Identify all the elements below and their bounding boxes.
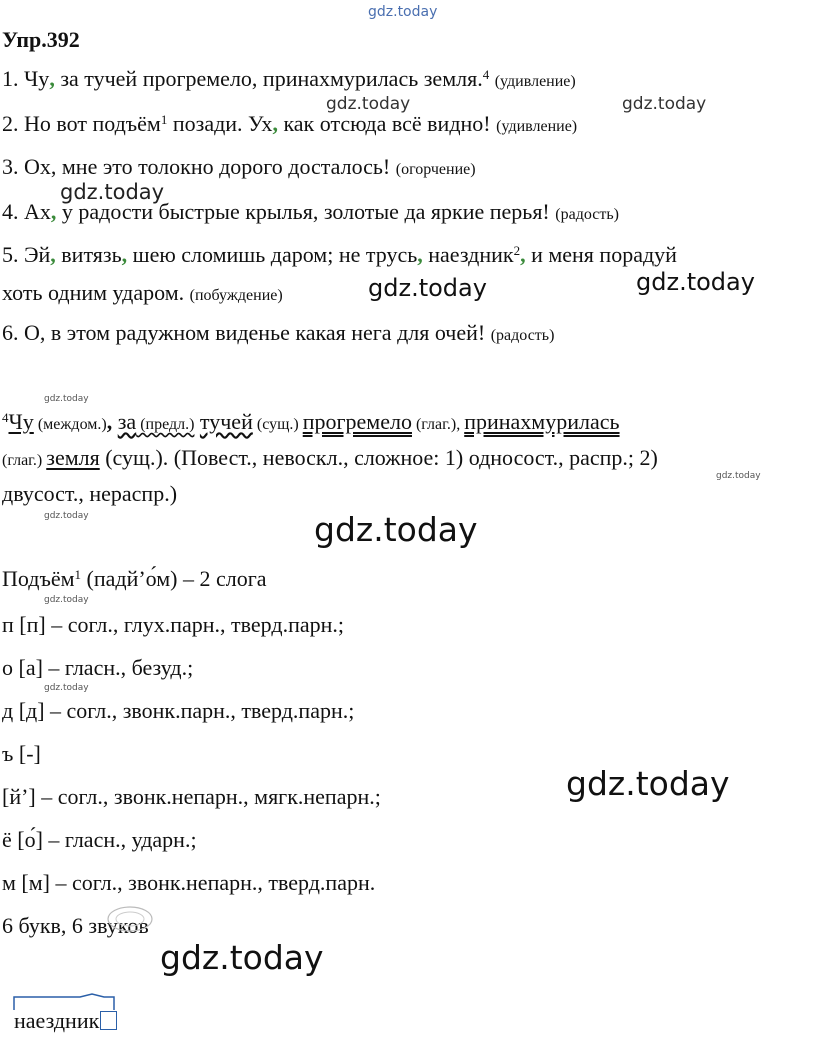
phonetic-row: д [д] – согл., звонк.парн., тверд.парн.; — [2, 698, 355, 723]
ending-box-icon — [100, 1011, 117, 1030]
morpheme-word: наездник — [14, 1008, 117, 1034]
watermark: gdz.today — [44, 511, 89, 521]
exercise-title: Упр.392 — [2, 27, 80, 52]
phonetic-row: о [а] – гласн., безуд.; — [2, 655, 194, 680]
phonetic-row: м [м] – согл., звонк.непарн., тверд.парн. — [2, 870, 376, 895]
watermark: gdz.today — [160, 938, 324, 977]
watermark: gdz.today — [716, 471, 761, 481]
watermark: gdz.today — [60, 180, 165, 204]
phonetic-row: п [п] – согл., глух.парн., тверд.парн.; — [2, 612, 345, 637]
analysis-line-2: (глаг.) земля (сущ.). (Повест., невоскл., сложное: 1) односост., распр.; 2) — [2, 445, 658, 470]
watermark: gdz.today — [368, 274, 487, 302]
watermark: gdz.today — [44, 595, 89, 605]
sentence-5: 5. Эй, витязь, шею сломишь даром; не трусь, наездник$^2$, и меня порадуй — [2, 242, 677, 267]
analysis-line-1: $^4$Чу (междом.), за (предл.) тучей (сущ.) прогремело (глаг.), принахмурилась — [2, 409, 620, 434]
watermark: gdz.today — [368, 4, 438, 20]
analysis-line-3: двусост., нераспр.) — [2, 481, 178, 506]
watermark: gdz.today — [636, 268, 755, 296]
watermark: gdz.today — [44, 394, 89, 404]
phonetic-row: [й’] – согл., звонк.непарн., мягк.непарн.; — [2, 784, 381, 809]
watermark: gdz.today — [44, 683, 89, 693]
sentence-2: 2. Но вот подъём$^1$ позади. Ух, как отсюда всё видно! (удивление) — [2, 111, 578, 136]
phonetic-row: ъ [-] — [2, 741, 41, 766]
sentence-5-continued: хоть одним ударом. (побуждение) — [2, 280, 283, 305]
sentence-4: 4. Ах, у радости быстрые крылья, золотые да яркие перья! (радость) — [2, 199, 619, 224]
sentence-3: 3. Ох, мне это толокно дорого досталось! (огорчение) — [2, 154, 476, 179]
phonetic-row: ё [о́] – гласн., ударн.; — [2, 827, 197, 852]
watermark: gdz.today — [566, 764, 730, 803]
phonetic-summary: 6 букв, 6 звуков — [2, 913, 149, 938]
watermark: gdz.today — [326, 94, 411, 114]
smudge-stamp-icon — [100, 902, 160, 936]
sentence-6: 6. О, в этом радужном виденье какая нега для очей! (радость) — [2, 320, 555, 345]
watermark: gdz.today — [622, 94, 707, 114]
phonetic-heading: Подъём$^1$ (падй’о́м) – 2 слога — [2, 566, 267, 591]
sentence-1: 1. Чу, за тучей прогремело, принахмурилась земля.$^4$ (удивление) — [2, 66, 576, 91]
watermark: gdz.today — [314, 510, 478, 549]
